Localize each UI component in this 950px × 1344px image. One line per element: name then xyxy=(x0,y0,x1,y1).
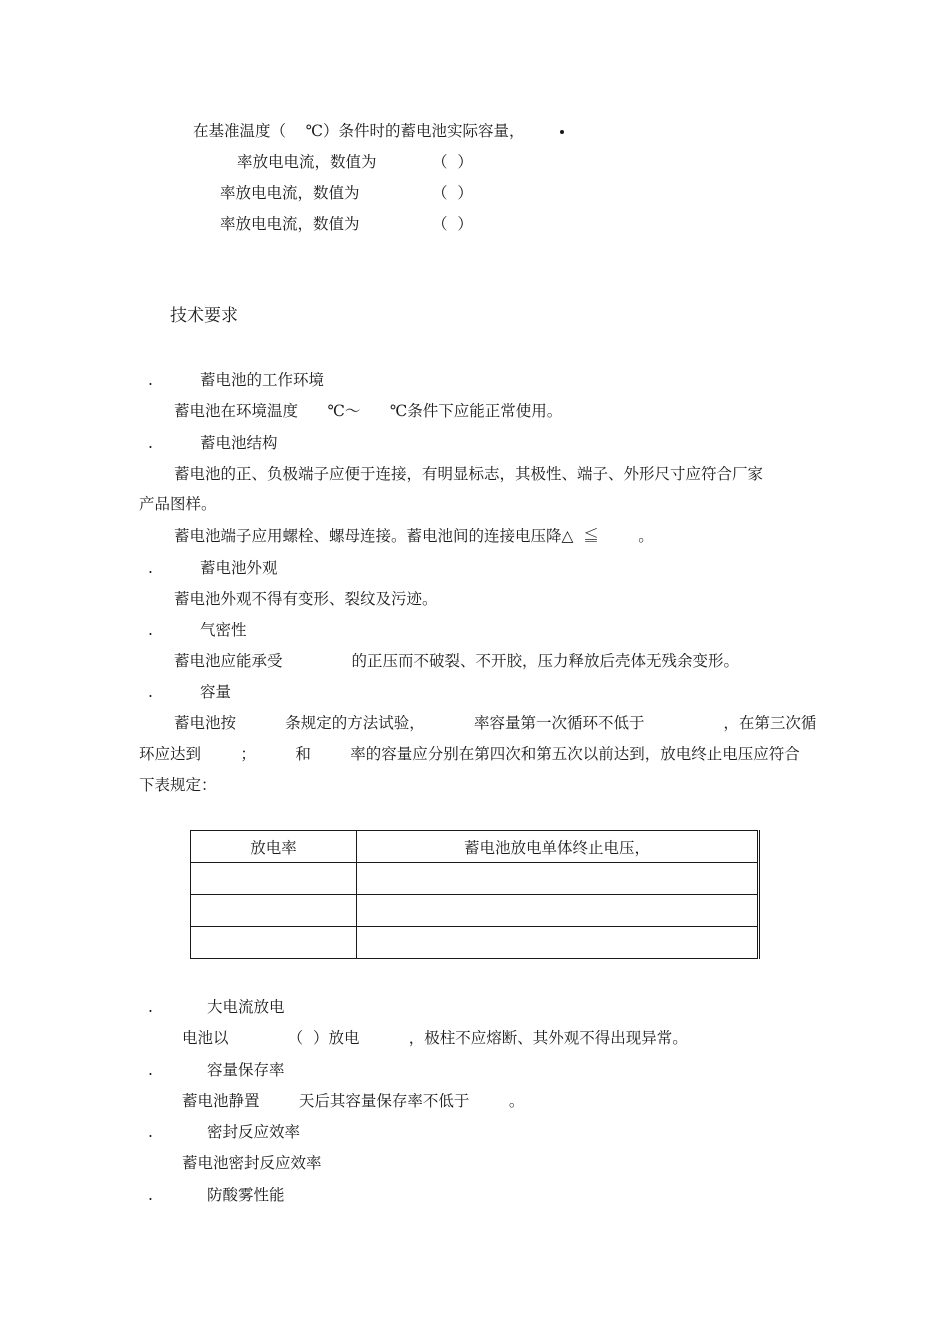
rate-line-1: 率放电电流，数值为 xyxy=(237,153,377,171)
item-number: . xyxy=(148,371,153,389)
item-number: . xyxy=(148,998,153,1016)
acid-title: 防酸雾性能 xyxy=(207,1186,285,1204)
item-number: . xyxy=(148,1186,153,1204)
rate-line-3: 率放电电流，数值为 xyxy=(220,215,360,233)
struct-text-1b: 产品图样。 xyxy=(139,495,217,513)
table-row xyxy=(191,927,759,959)
item-number: . xyxy=(148,559,153,577)
base-temperature-line: 在基准温度（ ℃）条件时的蓄电池实际容量， xyxy=(193,122,525,140)
table-cell xyxy=(357,895,759,927)
table-row xyxy=(191,863,759,895)
table-cell xyxy=(191,863,357,895)
struct-title: 蓄电池结构 xyxy=(200,434,278,452)
seal-text: 蓄电池应能承受 的正压而不破裂、不开胶，压力释放后壳体无残余变形。 xyxy=(174,652,739,670)
table-row xyxy=(191,895,759,927)
ret-title: 容量保存率 xyxy=(207,1061,285,1079)
table-header-row xyxy=(191,831,759,863)
rate-line-2: 率放电电流，数值为 xyxy=(220,184,360,202)
rate-line-3-paren: （ ） xyxy=(432,215,473,233)
table-cell xyxy=(191,895,357,927)
look-title: 蓄电池外观 xyxy=(200,559,278,577)
header-discharge-rate: 放电率 xyxy=(191,831,357,863)
header-termination-voltage: 蓄电池放电单体终止电压， xyxy=(357,831,759,863)
cap-text-c: 下表规定： xyxy=(139,776,217,794)
ret-text: 蓄电池静置 天后其容量保存率不低于 。 xyxy=(182,1092,525,1110)
hc-title: 大电流放电 xyxy=(207,998,285,1016)
item-number: . xyxy=(148,1123,153,1141)
section-title: 技术要求 xyxy=(170,306,238,326)
table-cell xyxy=(357,927,759,959)
eff-text: 蓄电池密封反应效率 xyxy=(182,1154,322,1172)
bullet-dot xyxy=(560,130,564,134)
cap-title: 容量 xyxy=(200,683,232,701)
table-cell xyxy=(191,927,357,959)
item-number: . xyxy=(148,1061,153,1079)
rate-line-2-paren: （ ） xyxy=(432,184,473,202)
hc-text: 电池以 （ ）放电 ，极柱不应熔断、其外观不得出现异常。 xyxy=(182,1029,688,1047)
look-text: 蓄电池外观不得有变形、裂纹及污迹。 xyxy=(174,590,438,608)
item-number: . xyxy=(148,434,153,452)
struct-text-1a: 蓄电池的正、负极端子应便于连接，有明显标志，其极性、端子、外形尺寸应符合厂家 xyxy=(174,465,764,483)
cap-text-b: 环应达到 ； 和 率的容量应分别在第四次和第五次以前达到，放电终止电压应符合 xyxy=(139,745,800,763)
seal-title: 气密性 xyxy=(200,621,247,639)
item-number: . xyxy=(148,683,153,701)
termination-voltage-table xyxy=(190,830,760,959)
table-cell xyxy=(357,863,759,895)
cap-text-a: 蓄电池按 条规定的方法试验， 率容量第一次循环不低于 ，在第三次循 xyxy=(174,714,817,732)
item-number: . xyxy=(148,621,153,639)
env-title: 蓄电池的工作环境 xyxy=(200,371,325,389)
rate-line-1-paren: （ ） xyxy=(432,153,473,171)
eff-title: 密封反应效率 xyxy=(207,1123,301,1141)
env-text: 蓄电池在环境温度 ℃～ ℃条件下应能正常使用。 xyxy=(174,402,563,420)
struct-text-2: 蓄电池端子应用螺栓、螺母连接。蓄电池间的连接电压降△ ≦ 。 xyxy=(174,527,654,545)
